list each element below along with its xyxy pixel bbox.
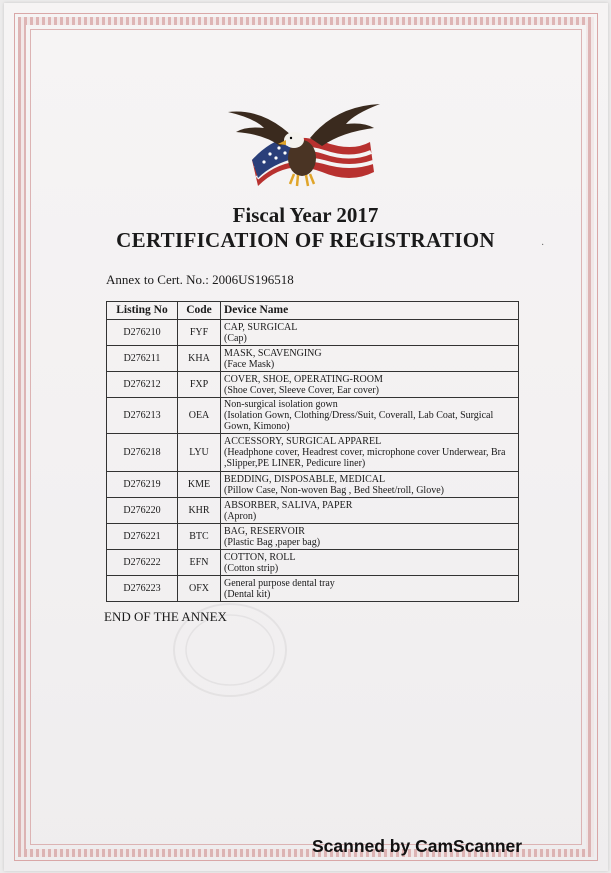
table-row <box>107 576 519 602</box>
cell-code: KHA <box>178 346 221 372</box>
device-title: BAG, RESERVOIR <box>224 525 305 537</box>
cell-code: FXP <box>178 372 221 398</box>
annex-certificate-number: Annex to Cert. No.: 2006US196518 <box>106 272 294 287</box>
device-description: (Face Mask) <box>224 358 275 370</box>
table-header-row <box>107 302 519 320</box>
camscanner-watermark: Scanned by CamScanner <box>312 836 523 856</box>
device-description: (Cap) <box>224 332 247 344</box>
device-description: (Pillow Case, Non-woven Bag , Bed Sheet/roll, Glove) <box>224 484 444 496</box>
device-title: Non-surgical isolation gown <box>224 399 338 410</box>
cell-listing-no: D276218 <box>107 434 178 472</box>
table-row <box>107 346 519 372</box>
cell-listing-no: D276213 <box>107 398 178 434</box>
cell-code: OEA <box>178 398 221 434</box>
device-description: (Dental kit) <box>224 588 271 600</box>
cell-listing-no: D276210 <box>107 320 178 346</box>
cell-device-name <box>221 550 519 576</box>
cell-code: KME <box>178 472 221 498</box>
embossed-seal-icon <box>170 600 290 700</box>
cell-device-name <box>221 398 519 434</box>
cell-listing-no: D276220 <box>107 498 178 524</box>
cell-listing-no: D276222 <box>107 550 178 576</box>
speck-mark: · <box>541 240 545 251</box>
header-device-name: Device Name <box>221 302 519 320</box>
cell-device-name <box>221 576 519 602</box>
device-title: COTTON, ROLL <box>224 551 296 563</box>
table-row <box>107 498 519 524</box>
table-row <box>107 372 519 398</box>
device-description: (Cotton strip) <box>224 562 279 574</box>
header-code: Code <box>178 302 221 320</box>
header-listing-no: Listing No <box>107 302 178 320</box>
cell-code: FYF <box>178 320 221 346</box>
eagle-flag-emblem-icon <box>224 98 384 194</box>
cell-device-name <box>221 472 519 498</box>
cell-listing-no: D276212 <box>107 372 178 398</box>
table-row <box>107 398 519 434</box>
cell-device-name <box>221 372 519 398</box>
device-title: General purpose dental tray <box>224 577 335 589</box>
cell-device-name <box>221 524 519 550</box>
device-description: (Headphone cover, Headrest cover, microphone cover Underwear, Bra ,Slipper,PE LINER, Pedicure liner) <box>224 447 506 469</box>
cell-listing-no: D276223 <box>107 576 178 602</box>
cell-listing-no: D276221 <box>107 524 178 550</box>
device-title: BEDDING, DISPOSABLE, MEDICAL <box>224 473 386 485</box>
table-row <box>107 320 519 346</box>
table-row <box>107 550 519 576</box>
cell-device-name <box>221 434 519 472</box>
device-description: (Apron) <box>224 510 257 522</box>
page-title-fiscal-year: Fiscal Year 2017 <box>232 203 379 227</box>
cell-code: BTC <box>178 524 221 550</box>
cell-code: KHR <box>178 498 221 524</box>
page-title-certification: CERTIFICATION OF REGISTRATION <box>116 228 495 252</box>
table-row <box>107 472 519 498</box>
table-row <box>107 434 519 472</box>
device-title: COVER, SHOE, OPERATING-ROOM <box>224 373 383 385</box>
device-description: (Plastic Bag ,paper bag) <box>224 536 321 548</box>
cell-code: EFN <box>178 550 221 576</box>
cell-device-name <box>221 320 519 346</box>
cell-code: LYU <box>178 434 221 472</box>
device-title: CAP, SURGICAL <box>224 321 298 333</box>
cell-listing-no: D276211 <box>107 346 178 372</box>
device-title: MASK, SCAVENGING <box>224 347 322 359</box>
device-description: (Shoe Cover, Sleeve Cover, Ear cover) <box>224 384 379 396</box>
cell-device-name <box>221 498 519 524</box>
end-of-annex-text: END OF THE ANNEX <box>104 609 227 624</box>
table-row <box>107 524 519 550</box>
cell-listing-no: D276219 <box>107 472 178 498</box>
device-description: (Isolation Gown, Clothing/Dress/Suit, Coverall, Lab Coat, Surgical Gown, Kimono) <box>224 410 494 432</box>
device-title: ACCESSORY, SURGICAL APPAREL <box>224 436 382 447</box>
device-title: ABSORBER, SALIVA, PAPER <box>224 499 353 511</box>
cell-device-name <box>221 346 519 372</box>
device-listing-table <box>106 301 519 602</box>
cell-code: OFX <box>178 576 221 602</box>
